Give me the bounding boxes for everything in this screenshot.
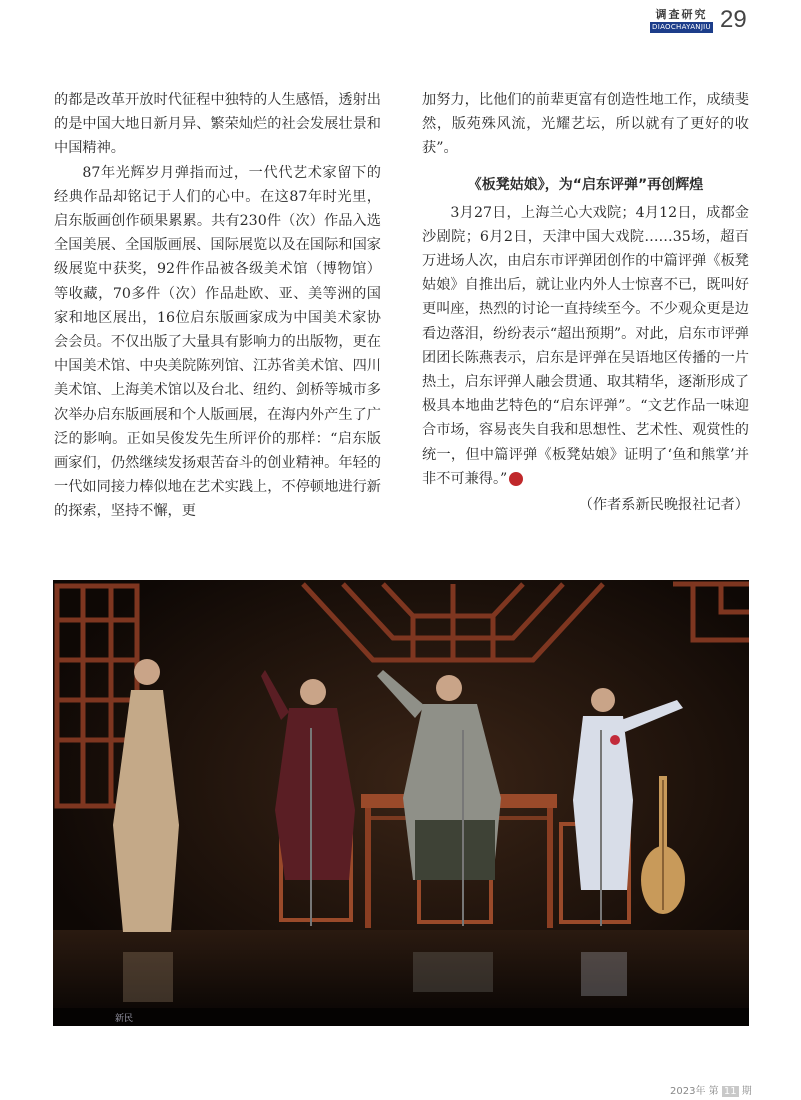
paragraph: 加努力，比他们的前辈更富有创造性地工作，成绩斐然，版苑殊风流，光耀艺坛，所以就有了更好的收获”。 [422,92,749,157]
photo-watermark: 新民 [115,1014,134,1024]
paragraph: 的都是改革开放时代征程中独特的人生感悟，透射出的是中国大地日新月异、繁荣灿烂的社会发展壮景和中国精神。 [54,92,381,157]
author-byline: （作者系新民晚报社记者） [578,497,749,514]
right-column [422,88,749,517]
footer-year: 2023年 [670,1086,706,1097]
paragraph-text: 3月27日，上海兰心大戏院；4月12日，成都金沙剧院；6月2日，天津中国大戏院……35场，超百万进场人次，由启东市评弹团创作的中篇评弹《板凳姑娘》自推出后，就让业内外人士惊喜不已，既叫好更叫座，热烈的讨论一直持续至今。不少观众更是边看边落泪，纷纷表示“超出预期”。对此，启东市评弹团团长陈燕表示，启东是评弹在吴语地区传播的一片热土，启东评弹人融会贯通、取其精华，逐渐形成了极具本地曲艺特色的“启东评弹”。“文艺作品一味迎合市场，容易丧失自我和思想性、艺术性、观赏性的统一，但中篇评弹《板凳姑娘》证明了‘鱼和熊掌’并非不可兼得。” [422,204,749,487]
issue-number: 11 [723,1086,737,1097]
paragraph [422,201,749,491]
logo-english: DIAOCHAYANJIU [650,22,713,33]
logo-chinese: 调查研究 [655,8,708,21]
footer-qi: 期 [741,1086,752,1097]
issue-footer [670,1082,752,1097]
paragraph: 87年光辉岁月弹指而过，一代代艺术家留下的经典作品却铭记于人们的心中。在这87年时光里，启东版画创作硕果累累。共有230件（次）作品入选全国美展、全国版画展、国际展览以及在国际和国家级展览中获奖，92件作品被各级美术馆（博物馆）等收藏，70多件（次）作品赴欧、亚、美等洲的国家和地区展出，16位启东版画家成为中国美术家协会会员。不仅出版了大量具有影响力的出版物，更在中国美术馆、中央美院陈列馆、江苏省美术馆、四川美术馆、上海美术馆以及台北、纽约、剑桥等城市多次举办启东版画展和个人版画展，在海内外产生了广泛的影响。正如吴俊发先生所评价的那样：“启东版画家们，仍然继续发扬艰苦奋斗的创业精神。年轻的一代如同接力棒似地在艺术实践上，不停顿地进行新的探索，坚持不懈，更 [54,164,381,520]
page-number: 29 [720,6,747,33]
left-column [54,88,381,524]
footer-di: 第 [708,1086,719,1097]
magazine-logo [650,8,713,34]
stage-photo [53,580,749,1026]
end-mark-icon: 完 [509,472,523,486]
section-heading: 《板凳姑娘》，为“启东评弹”再创辉煌 [467,176,704,193]
